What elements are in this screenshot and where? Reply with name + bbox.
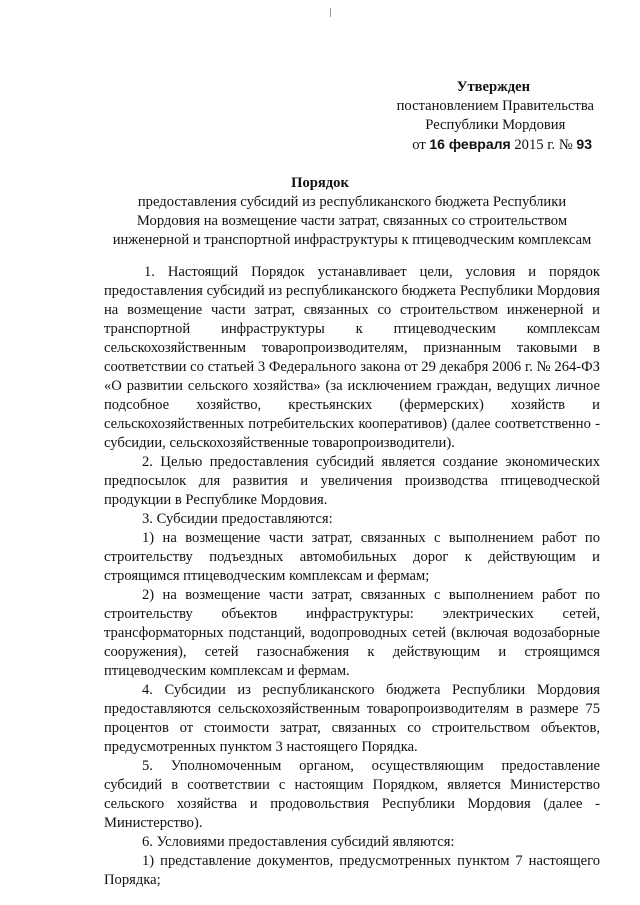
approval-title: Утвержден [456, 79, 530, 95]
paragraph-6-item-1: 1) представление документов, предусмотренных пунктом 7 настоящего Порядка; [104, 853, 600, 888]
paragraph-2: 2. Целью предоставления субсидий является создание экономических предпосылок для развития и увеличения производства птицеводческой продукции в Республике Мордовия. [104, 454, 600, 508]
paragraph-1: 1. Настоящий Порядок устанавливает цели, условия и порядок предоставления субсидий из республиканского бюджета Республики Мордовия на возмещение части затрат, связанных со строительством инженерной и транспортной инфраструктуры к птицеводческим комплексам сельскохозяйственным товаропроизводителям, признанным таковыми в соответствии со статьей 3 Федерального закона от 29 декабря 2006 г. № 264-ФЗ «О развитии сельского хозяйства» (за исключением граждан, ведущих личное подсобное хозяйство, крестьянских (фермерских) хозяйств и сельскохозяйственных потребительских кооперативов) (далее соответственно - субсидии, сельскохозяйственные товаропроизводители). [104, 264, 600, 451]
document-body [104, 263, 600, 890]
paragraph-5: 5. Уполномоченным органом, осуществляющим предоставление субсидий в соответствии с настоящим Порядком, является Министерство сельского хозяйства и продовольствия Республики Мордовия (далее - Министерство). [104, 758, 600, 831]
approval-number: 93 [576, 136, 592, 152]
approval-date [397, 135, 594, 155]
approval-date-prefix: от [412, 137, 426, 153]
approval-stamp [397, 78, 594, 155]
document-title: Порядок [291, 175, 349, 191]
paragraph-3-item-2: 2) на возмещение части затрат, связанных с выполнением работ по строительству объектов инфраструктуры: электрических сетей, трансформаторных подстанций, водопроводных сетей (включая водозаборные сооружения), сетей газоснабжения к действующим и строящимся птицеводческим комплексам и фермам. [104, 587, 600, 679]
paragraph-3: 3. Субсидии предоставляются: [142, 511, 333, 527]
paragraph-3-item-1: 1) на возмещение части затрат, связанных с выполнением работ по строительству подъездных автомобильных дорог к действующим и строящимся птицеводческим комплексам и фермам; [104, 530, 600, 584]
paragraph-6: 6. Условиями предоставления субсидий являются: [142, 834, 455, 850]
approval-line-2: Республики Мордовия [425, 117, 566, 133]
document-subtitle: предоставления субсидий из республиканского бюджета Республики Мордовия на возмещение части затрат, связанных со строительством инженерной и транспортной инфраструктуры к птицеводческим комплексам [112, 194, 592, 248]
approval-line-1: постановлением Правительства [396, 98, 594, 114]
page-top-mark [330, 8, 331, 17]
paragraph-4: 4. Субсидии из республиканского бюджета Республики Мордовия предоставляются сельскохозяйственным товаропроизводителям в размере 75 процентов от стоимости затрат, связанных со строительством объектов, предусмотренных пунктом 3 настоящего Порядка. [104, 682, 600, 755]
approval-date-year: 2015 г. № [514, 137, 573, 153]
approval-date-day-month: 16 февраля [429, 136, 511, 152]
